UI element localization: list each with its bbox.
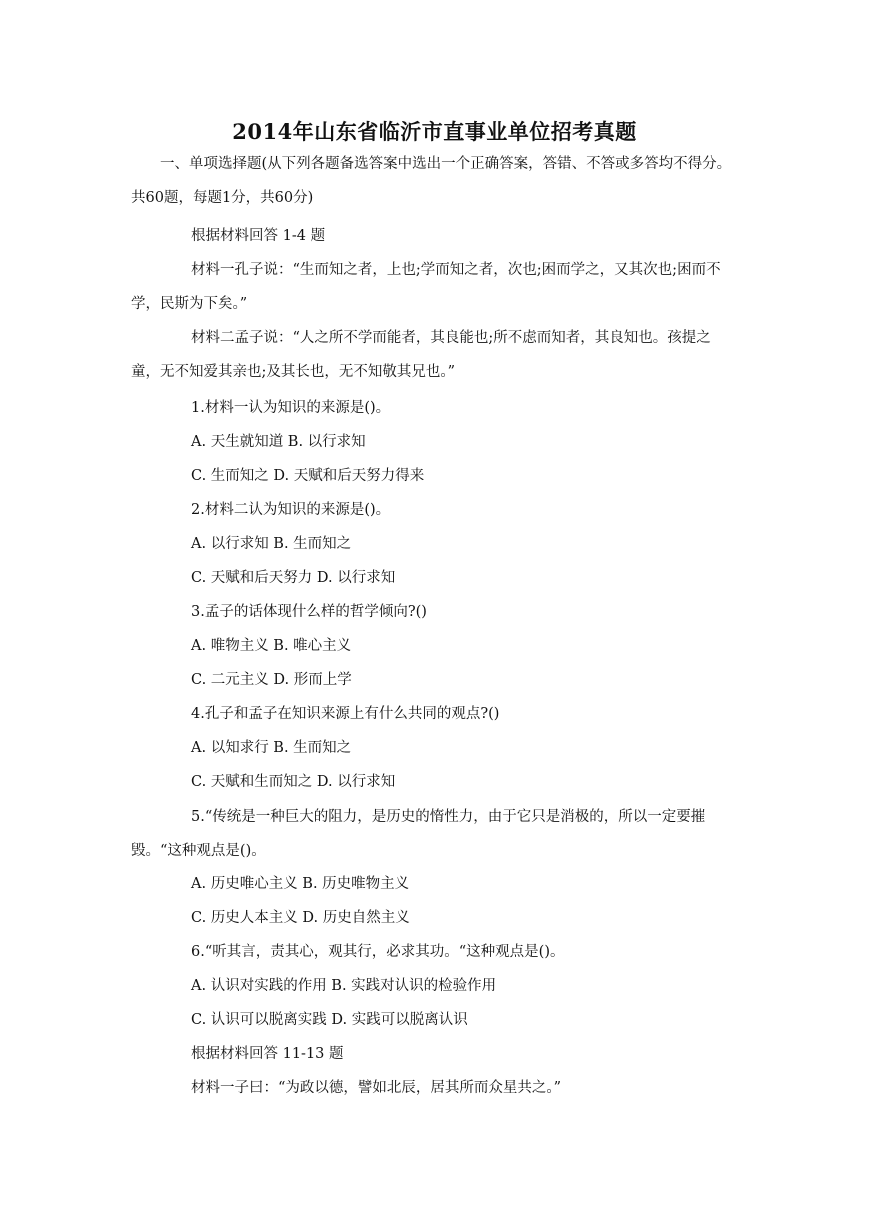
section-heading-1: 根据材料回答 1-4 题 [191, 228, 326, 244]
question-4-options-c-d: C. 天赋和生而知之 D. 以行求知 [191, 774, 396, 790]
question-4-options-a-b: A. 以知求行 B. 生而知之 [191, 740, 352, 756]
question-2: 2.材料二认为知识的来源是()。 [191, 502, 391, 518]
question-6: 6.“听其言，责其心，观其行，必求其功。“这种观点是()。 [191, 944, 565, 960]
question-5-options-a-b: A. 历史唯心主义 B. 历史唯物主义 [191, 876, 410, 892]
question-3-options-c-d: C. 二元主义 D. 形而上学 [191, 672, 352, 688]
question-6-options-a-b: A. 认识对实践的作用 B. 实践对认识的检验作用 [191, 978, 497, 994]
material-2: 材料二孟子说：“人之所不学而能者，其良能也;所不虑而知者，其良知也。孩提之童，无不知爱其亲也;及其长也，无不知敬其兄也。” [131, 330, 711, 380]
question-5: 5.“传统是一种巨大的阻力，是历史的惰性力，由于它只是消极的，所以一定要摧毁。“这种观点是()。 [131, 809, 706, 859]
question-1: 1.材料一认为知识的来源是()。 [191, 400, 391, 416]
question-1-options-a-b: A. 天生就知道 B. 以行求知 [191, 434, 366, 450]
document-title: 2014年山东省临沂市直事业单位招考真题 [232, 119, 637, 144]
section-intro: 一、单项选择题(从下列各题备选答案中选出一个正确答案，答错、不答或多答均不得分。共60题，每题1分，共60分) [131, 156, 732, 206]
material-1: 材料一孔子说：“生而知之者，上也;学而知之者，次也;困而学之，又其次也;困而不学，民斯为下矣。” [131, 262, 721, 312]
question-3: 3.孟子的话体现什么样的哲学倾向?() [191, 604, 427, 620]
section-heading-2: 根据材料回答 11-13 题 [191, 1046, 344, 1062]
question-4: 4.孔子和孟子在知识来源上有什么共同的观点?() [191, 706, 500, 722]
question-6-options-c-d: C. 认识可以脱离实践 D. 实践可以脱离认识 [191, 1012, 468, 1028]
question-2-options-c-d: C. 天赋和后天努力 D. 以行求知 [191, 570, 396, 586]
material-3: 材料一子曰：“为政以德，譬如北辰，居其所而众星共之。” [191, 1080, 562, 1096]
question-2-options-a-b: A. 以行求知 B. 生而知之 [191, 536, 352, 552]
question-3-options-a-b: A. 唯物主义 B. 唯心主义 [191, 638, 352, 654]
question-5-options-c-d: C. 历史人本主义 D. 历史自然主义 [191, 910, 410, 926]
question-1-options-c-d: C. 生而知之 D. 天赋和后天努力得来 [191, 468, 425, 484]
